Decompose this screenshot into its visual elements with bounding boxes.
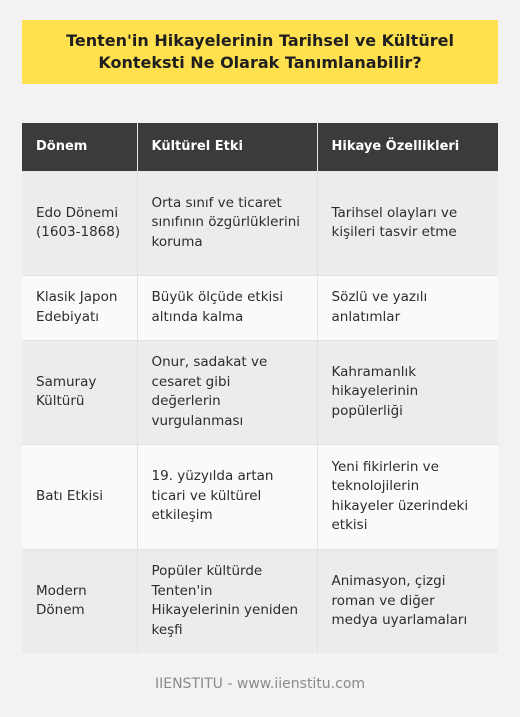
cell-cultural-impact: Orta sınıf ve ticaret sınıfının özgürlüklerini koruma: [137, 171, 317, 275]
cell-period: Klasik Japon Edebiyatı: [22, 275, 137, 340]
footer-credit: IIENSTITU - www.iienstitu.com: [154, 676, 366, 692]
table-row: [22, 444, 498, 549]
cell-cultural-impact: Onur, sadakat ve cesaret gibi değerlerin vurgulanması: [137, 340, 317, 444]
page-title: Tenten'in Hikayelerinin Tarihsel ve Kültürel Konteksti Ne Olarak Tanımlanabilir?: [66, 31, 454, 72]
table-row: [22, 275, 498, 340]
cell-period: Samuray Kültürü: [22, 340, 137, 444]
table-row: [22, 171, 498, 275]
cell-cultural-impact: Popüler kültürde Tenten'in Hikayelerinin yeniden keşfi: [137, 549, 317, 653]
cell-story-features: Sözlü ve yazılı anlatımlar: [317, 275, 498, 340]
context-table: [22, 123, 498, 653]
column-header-period: Dönem: [22, 123, 137, 171]
cell-story-features: Kahramanlık hikayelerinin popülerliği: [317, 340, 498, 444]
cell-period: Batı Etkisi: [22, 444, 137, 549]
column-header-story-features: Hikaye Özellikleri: [317, 123, 498, 171]
cell-period: Modern Dönem: [22, 549, 137, 653]
table-header-row: [22, 123, 498, 171]
cell-period: Edo Dönemi (1603-1868): [22, 171, 137, 275]
column-header-cultural-impact: Kültürel Etki: [137, 123, 317, 171]
cell-cultural-impact: Büyük ölçüde etkisi altında kalma: [137, 275, 317, 340]
cell-story-features: Tarihsel olayları ve kişileri tasvir etme: [317, 171, 498, 275]
cell-cultural-impact: 19. yüzyılda artan ticari ve kültürel etkileşim: [137, 444, 317, 549]
table-row: [22, 340, 498, 444]
cell-story-features: Yeni fikirlerin ve teknolojilerin hikayeler üzerindeki etkisi: [317, 444, 498, 549]
table-row: [22, 549, 498, 653]
title-banner: [22, 20, 498, 84]
cell-story-features: Animasyon, çizgi roman ve diğer medya uyarlamaları: [317, 549, 498, 653]
